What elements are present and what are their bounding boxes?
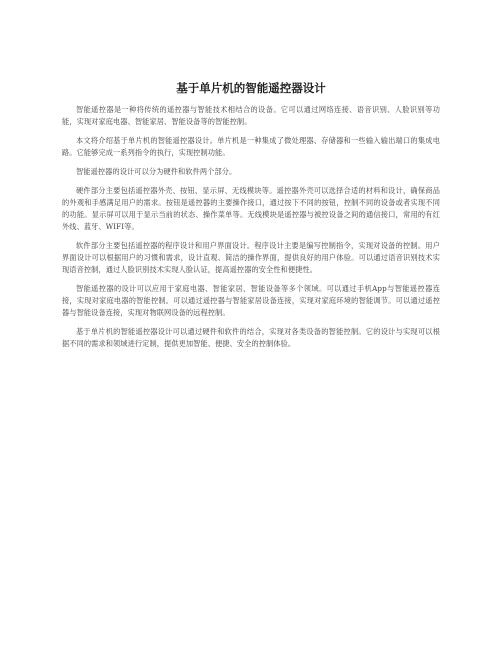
paragraph-software: 软件部分主要包括遥控器的程序设计和用户界面设计。程序设计主要是编写控制指令，实现对设备的控制。用户界面设计可以根据用户的习惯和需求，设计直观、简洁的操作界面，提供良好的用户体验。可以通过语音识别技术实现语音控制，通过人脸识别技术实现人脸认证，提高遥控器的安全性和便捷性。 — [62, 241, 440, 274]
paragraph-hardware: 硬件部分主要包括遥控器外壳、按钮、显示屏、无线模块等。遥控器外壳可以选择合适的材料和设计，确保商品的外观和手感满足用户的需求。按钮是遥控器的主要操作接口，通过按下不同的按钮，控制不同的设备或者实现不同的功能。显示屏可以用于显示当前的状态、操作菜单等。无线模块是遥控器与被控设备之间的通信接口，常用的有红外线、蓝牙、WIFI等。 — [62, 186, 440, 231]
paragraph-design-parts: 智能遥控器的设计可以分为硬件和软件两个部分。 — [76, 167, 237, 176]
document-title: 基于单片机的智能遥控器设计 — [176, 81, 326, 95]
paragraph-applications: 智能遥控器的设计可以应用于家庭电器、智能家居、智能设备等多个领域。可以通过手机App与智能遥控器连接，实现对家庭电器的智能控制。可以通过遥控器与智能家居设备连接，实现对家庭环境的智能调节。可以通过遥控器与智能设备连接，实现对物联网设备的远程控制。 — [62, 284, 440, 317]
paragraph-mcu-overview: 本文将介绍基于单片机的智能遥控器设计。单片机是一种集成了微处理器、存储器和一些输入输出端口的集成电路。它能够完成一系列指令的执行，实现控制功能。 — [62, 136, 440, 157]
paragraph-conclusion: 基于单片机的智能遥控器设计可以通过硬件和软件的结合，实现对各类设备的智能控制。它的设计与实现可以根据不同的需求和领域进行定制，提供更加智能、便捷、安全的控制体验。 — [62, 327, 440, 348]
paragraph-intro: 智能遥控器是一种将传统的遥控器与智能技术相结合的设备。它可以通过网络连接、语音识别、人脸识别等功能，实现对家庭电器、智能家居、智能设备等的智能控制。 — [62, 105, 440, 126]
document-body — [62, 104, 440, 357]
